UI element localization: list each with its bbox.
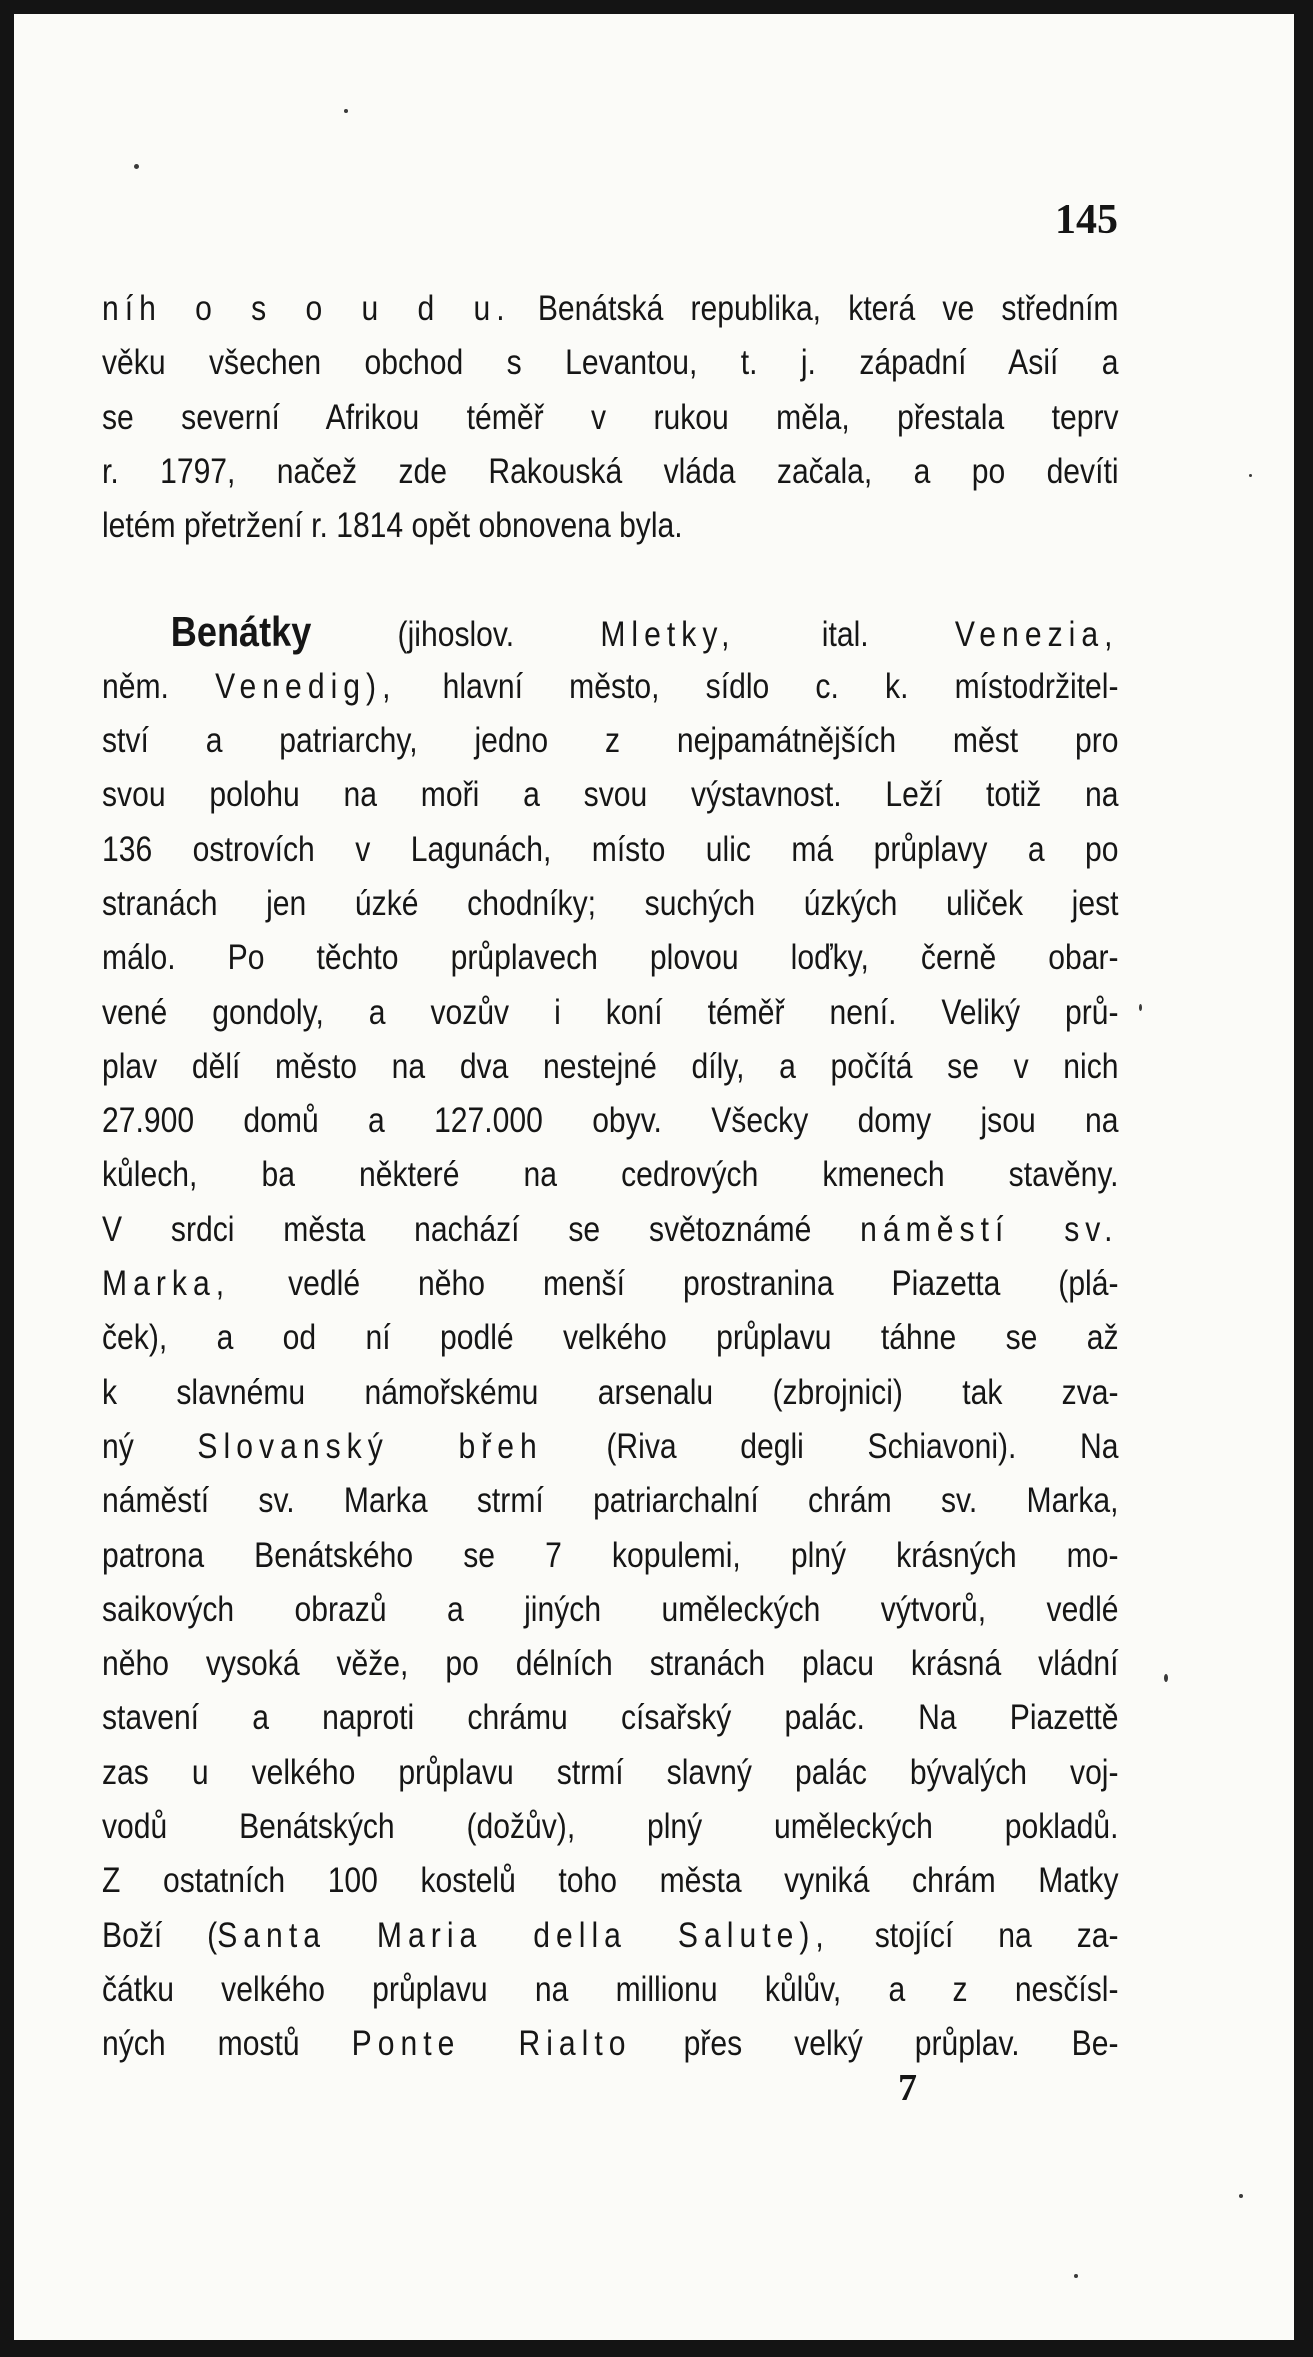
- text-line: letém přetržení r. 1814 opět obnovena byla.: [102, 506, 683, 546]
- text-line: svou polohu na moři a svou výstavnost. Leží totiž na: [102, 775, 1119, 815]
- spaced-word: Venedig),: [215, 666, 397, 706]
- paper-speck: [1239, 2194, 1243, 2198]
- text-line: ček), a od ní podlé velkého průplavu táhne se až: [102, 1318, 1119, 1358]
- text-line: náměstí sv. Marka strmí patriarchalní chrám sv. Marka,: [102, 1481, 1119, 1521]
- text-run: ných mostů: [102, 2024, 352, 2064]
- text-run: stojící na za-: [829, 1915, 1119, 1955]
- page-number: 145: [1055, 197, 1118, 243]
- page-text: [102, 282, 1119, 2072]
- text-line: 136 ostrovích v Lagunách, místo ulic má průplavy a po: [102, 829, 1119, 869]
- paper-speck: [134, 164, 139, 169]
- text-line: [102, 1257, 1119, 1311]
- text-line: [102, 282, 1119, 336]
- paragraph-benatky: [102, 605, 1119, 2071]
- spaced-word: Venezia,: [954, 615, 1119, 655]
- text-run: (jihoslov.: [311, 615, 601, 655]
- text-line: [102, 660, 1119, 714]
- entry-title: Benátky: [170, 608, 312, 656]
- text-line: [102, 2017, 1119, 2071]
- text-line: ství a patriarchy, jedno z nejpamátnějších měst pro: [102, 721, 1119, 761]
- text-line: [102, 1203, 1119, 1257]
- text-line: kůlech, ba některé na cedrových kmenech stavěny.: [102, 1155, 1119, 1195]
- spaced-word: Slovanský břeh: [197, 1426, 543, 1466]
- text-line: věku všechen obchod s Levantou, t. j. západní Asií a: [102, 343, 1119, 383]
- book-page: [14, 14, 1294, 2340]
- spaced-word: Ponte Rialto: [351, 2024, 632, 2064]
- text-run: něm.: [102, 666, 216, 706]
- text-line: vené gondoly, a vozův i koní téměř není. Veliký prů-: [102, 992, 1119, 1032]
- text-line: čátku velkého průplavu na millionu kůlův, a z nesčísl-: [102, 1969, 1119, 2009]
- printer-signature-mark: 7: [898, 2067, 917, 2109]
- text-run: přes velký průplav. Be-: [631, 2024, 1119, 2064]
- text-run: (Riva degli Schiavoni). Na: [542, 1426, 1119, 1466]
- text-line: stranách jen úzké chodníky; suchých úzkých uliček jest: [102, 883, 1119, 923]
- text-run: hlavní město, sídlo c. k. místodržitel-: [396, 666, 1119, 706]
- text-line: plav dělí město na dva nestejné díly, a počítá se v nich: [102, 1046, 1119, 1086]
- paper-speck: [344, 109, 348, 113]
- text-line: k slavnému námořskému arsenalu (zbrojnici) tak zva-: [102, 1372, 1119, 1412]
- text-line: stavení a naproti chrámu císařský palác. Na Piazettě: [102, 1698, 1119, 1738]
- paper-speck: [1164, 1674, 1168, 1682]
- spaced-word: níh o s o u d u.: [102, 289, 511, 328]
- text-line: [102, 1420, 1119, 1474]
- text-run: ital.: [735, 615, 955, 655]
- paragraph-gap: [102, 553, 977, 605]
- paper-speck: [1139, 1004, 1142, 1011]
- text-run: ný: [102, 1426, 198, 1466]
- text-line: [102, 1909, 1119, 1963]
- text-line: zas u velkého průplavu strmí slavný palác bývalých voj-: [102, 1752, 1119, 1792]
- text-line: něho vysoká věže, po délních stranách placu krásná vládní: [102, 1644, 1119, 1684]
- text-line: málo. Po těchto průplavech plovou loďky, černě obar-: [102, 938, 1119, 978]
- spaced-word: Mletky,: [600, 615, 736, 655]
- text-line: se severní Afrikou téměř v rukou měla, přestala teprv: [102, 397, 1119, 437]
- text-run: V srdci města nachází se světoznámé: [102, 1209, 861, 1249]
- paper-speck: [1074, 2274, 1078, 2278]
- spaced-word: Marka,: [102, 1264, 231, 1304]
- text-line: vodů Benátských (dožův), plný uměleckých pokladů.: [102, 1807, 1119, 1847]
- text-line: 27.900 domů a 127.000 obyv. Všecky domy jsou na: [102, 1101, 1119, 1141]
- spaced-word: Santa Maria della Salute),: [217, 1915, 830, 1955]
- paper-speck: [1249, 474, 1252, 477]
- paragraph-republic: [102, 282, 1119, 553]
- text-line: r. 1797, načež zde Rakouská vláda začala, a po devíti: [102, 451, 1119, 491]
- text-line: Z ostatních 100 kostelů toho města vyniká chrám Matky: [102, 1861, 1119, 1901]
- text-run: Boží (: [102, 1915, 218, 1955]
- spaced-word: náměstí sv.: [860, 1209, 1119, 1249]
- text-run: Benátská republika, která ve středním: [510, 289, 1119, 328]
- text-line: [102, 605, 1119, 659]
- text-run: vedlé něho menší prostranina Piazetta (plá-: [230, 1264, 1119, 1304]
- text-line: saikových obrazů a jiných uměleckých výtvorů, vedlé: [102, 1589, 1119, 1629]
- text-line: patrona Benátského se 7 kopulemi, plný krásných mo-: [102, 1535, 1119, 1575]
